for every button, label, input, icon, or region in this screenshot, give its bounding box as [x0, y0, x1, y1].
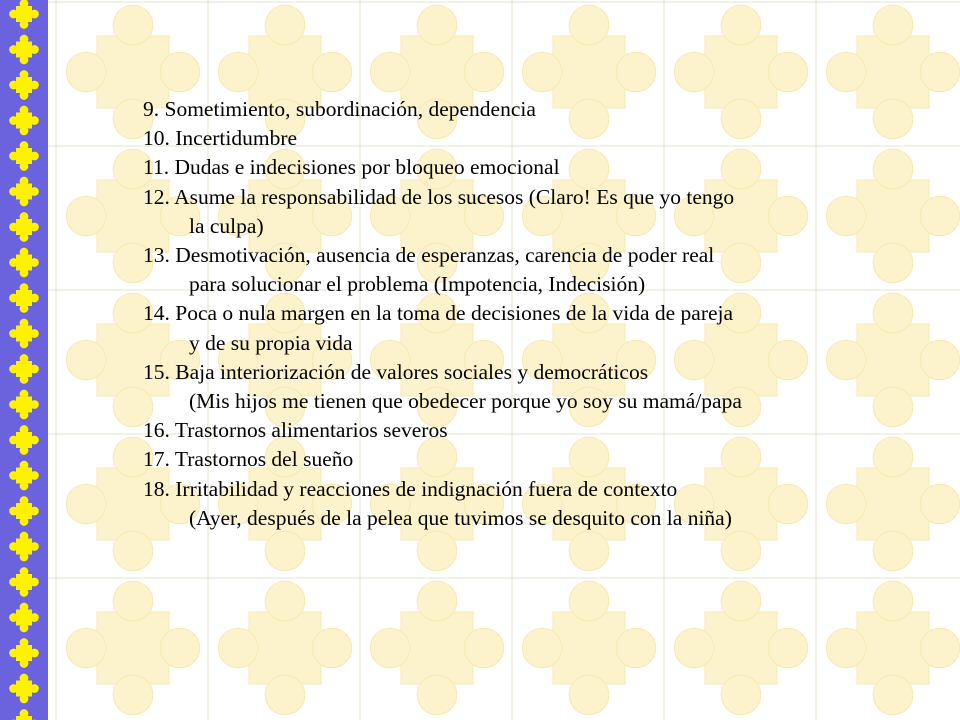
list-item [143, 95, 933, 124]
slide-content [143, 95, 933, 533]
puzzle-piece-icon [9, 283, 39, 313]
puzzle-piece-icon [9, 248, 39, 278]
list-item-continuation: (Mis hijos me tienen que obedecer porque yo soy su mamá/papa [189, 389, 742, 414]
puzzle-piece-icon [9, 319, 39, 349]
puzzle-piece-icon [9, 638, 39, 668]
puzzle-piece-icon [218, 581, 351, 714]
list-item-line: 10. Incertidumbre [143, 126, 298, 151]
puzzle-piece-icon [674, 581, 807, 714]
puzzle-piece-icon [9, 0, 39, 29]
puzzle-piece-icon [522, 581, 655, 714]
puzzle-piece-icon [9, 709, 39, 720]
list-item [143, 475, 933, 533]
list-item-line: 15. Baja interiorización de valores sociales y democráticos [143, 359, 649, 384]
list-item-line: 16. Trastornos alimentarios severos [143, 418, 448, 443]
puzzle-piece-icon [9, 496, 39, 526]
list-item-continuation: y de su propia vida [189, 330, 353, 355]
list-item [143, 299, 933, 357]
puzzle-piece-icon [9, 212, 39, 242]
list-item-line: 11. Dudas e indecisiones por bloqueo emocional [143, 155, 560, 180]
list-item-line: 17. Trastornos del sueño [143, 447, 354, 472]
list-item [143, 241, 933, 299]
list-item [143, 416, 933, 445]
puzzle-piece-icon [826, 581, 959, 714]
puzzle-piece-icon [9, 141, 39, 171]
list-item-continuation: para solucionar el problema (Impotencia, Indecisión) [189, 272, 646, 297]
list-item-line: 9. Sometimiento, subordinación, dependencia [143, 97, 536, 121]
puzzle-piece-icon [9, 354, 39, 384]
list-item-continuation: (Ayer, después de la pelea que tuvimos se desquito con la niña) [189, 505, 732, 530]
list-item [143, 183, 933, 241]
puzzle-piece-icon [9, 674, 39, 704]
puzzle-piece-icon [9, 70, 39, 100]
puzzle-piece-icon [9, 35, 39, 65]
list-item-line: 12. Asume la responsabilidad de los sucesos (Claro! Es que yo tengo [143, 184, 735, 209]
list-item-line: 13. Desmotivación, ausencia de esperanzas, carencia de poder real [143, 243, 715, 268]
list-item-continuation: la culpa) [189, 213, 264, 238]
list-item [143, 124, 933, 153]
puzzle-piece-icon [9, 177, 39, 207]
puzzle-piece-icon [9, 603, 39, 633]
puzzle-piece-icon [9, 106, 39, 136]
puzzle-piece-icon [9, 390, 39, 420]
puzzle-piece-icon [9, 425, 39, 455]
list-item [143, 445, 933, 474]
list-item [143, 358, 933, 416]
puzzle-strip [0, 0, 48, 720]
puzzle-piece-icon [66, 581, 199, 714]
puzzle-piece-icon [9, 567, 39, 597]
puzzle-piece-icon [9, 461, 39, 491]
puzzle-piece-icon [9, 532, 39, 562]
list-item-line: 14. Poca o nula margen en la toma de decisiones de la vida de pareja [143, 301, 734, 326]
puzzle-piece-icon [370, 581, 503, 714]
list-item [143, 153, 933, 182]
list-item-line: 18. Irritabilidad y reacciones de indignación fuera de contexto [143, 476, 678, 501]
